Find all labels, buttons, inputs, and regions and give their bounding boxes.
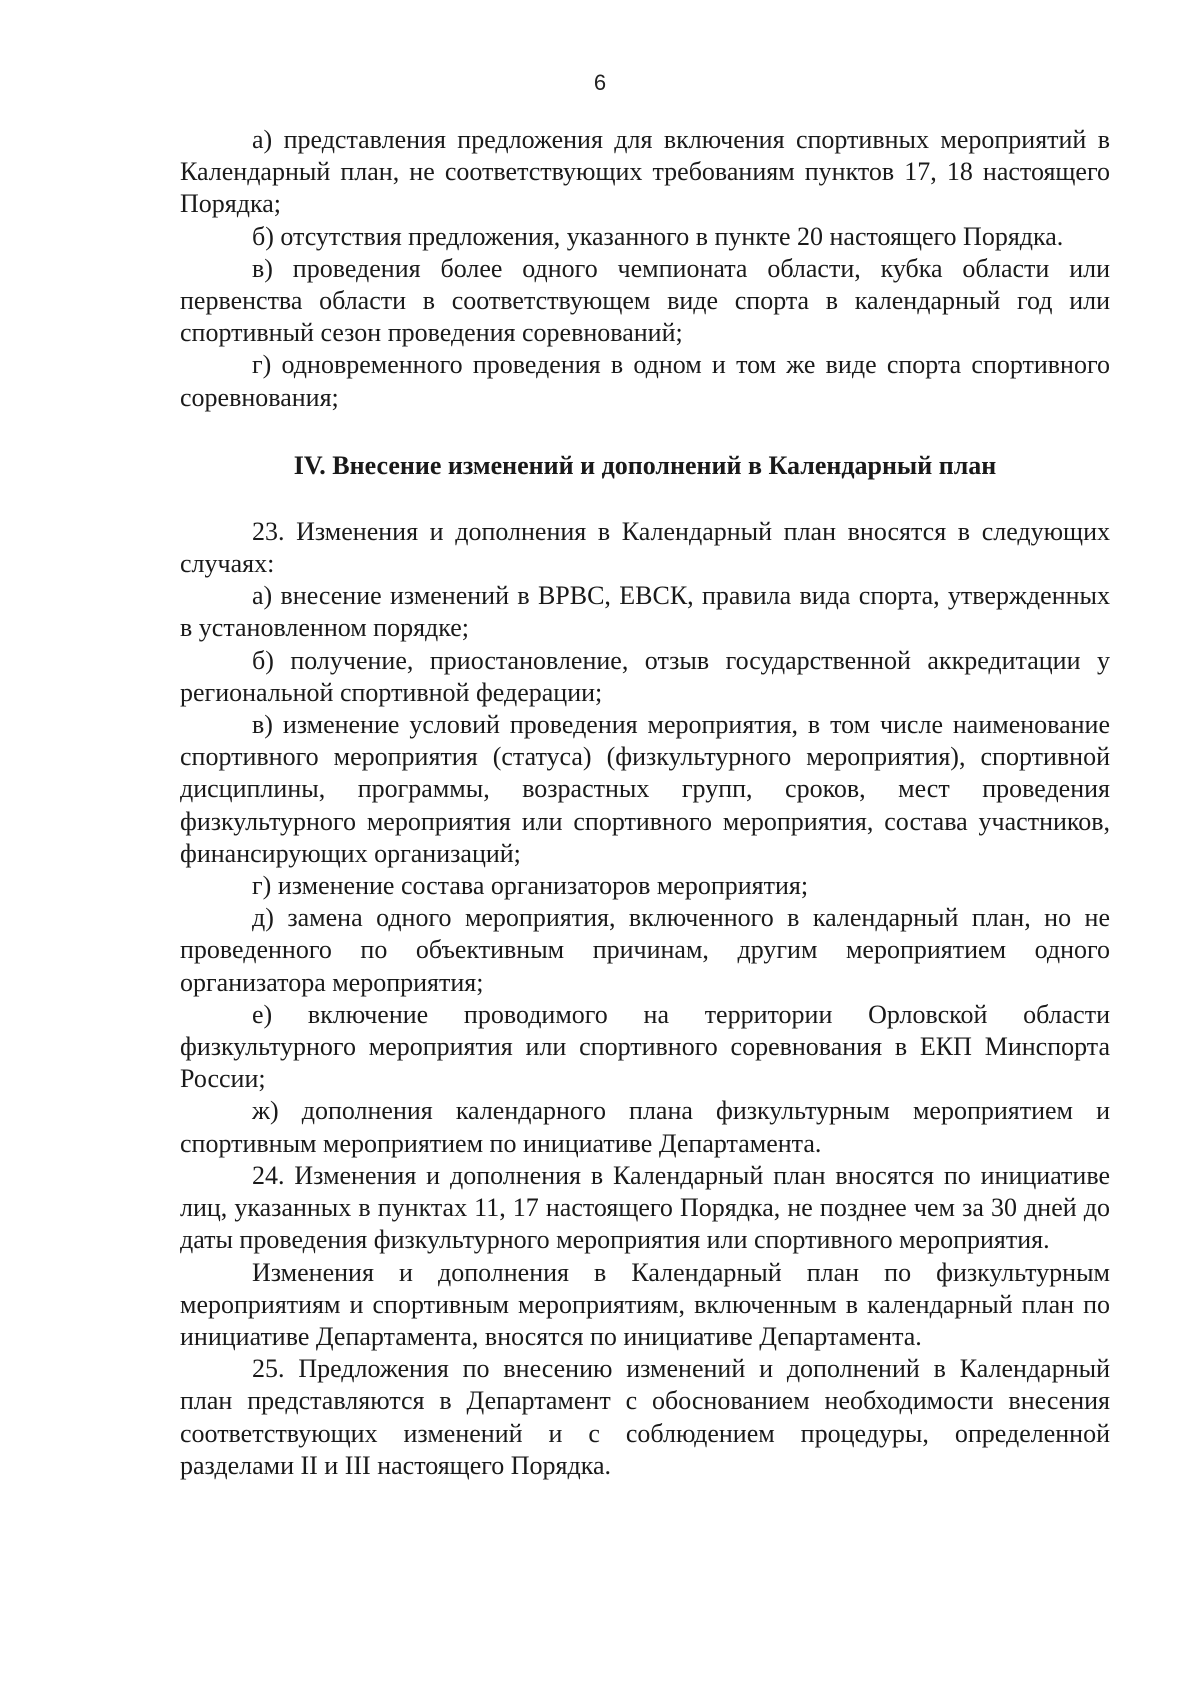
paragraph-23-g: г) изменение состава организаторов мероприятия; bbox=[252, 871, 809, 901]
document-body bbox=[180, 124, 1110, 1482]
paragraph-b-missing-proposal: б) отсутствия предложения, указанного в пункте 20 настоящего Порядка. bbox=[252, 221, 1064, 251]
page-number: 6 bbox=[593, 70, 607, 95]
paragraph-23-a: а) внесение изменений в ВРВС, ЕВСК, правила вида спорта, утвержденных в установленном порядке; bbox=[180, 581, 1110, 643]
paragraph-g-simultaneous-events: г) одновременного проведения в одном и том же виде спорта спортивного соревнования; bbox=[180, 350, 1110, 412]
section-heading: IV. Внесение изменений и дополнений в Календарный план bbox=[293, 450, 997, 480]
paragraph-23-b: б) получение, приостановление, отзыв государственной аккредитации у региональной спортивной федерации; bbox=[180, 645, 1110, 707]
paragraph-23: 23. Изменения и дополнения в Календарный план вносятся в следующих случаях: bbox=[180, 516, 1110, 579]
paragraph-23-zh: ж) дополнения календарного плана физкультурным мероприятием и спортивным мероприятием по инициативе Департамента. bbox=[180, 1096, 1110, 1158]
paragraph-23-e: е) включение проводимого на территории Орловской области физкультурного мероприятия или спортивного соревнования в ЕКП Минспорта России; bbox=[180, 999, 1110, 1094]
paragraph-23-d: д) замена одного мероприятия, включенного в календарный план, но не проведенного по объективным причинам, другим мероприятием одного организатора мероприятия; bbox=[180, 903, 1110, 997]
paragraph-a-representation: а) представления предложения для включения спортивных мероприятий в Календарный план, не соответствующих требованиям пунктов 17, 18 настоящего Порядка; bbox=[180, 125, 1110, 219]
paragraph-24: 24. Изменения и дополнения в Календарный план вносятся по инициативе лиц, указанных в пунктах 11, 17 настоящего Порядка, не позднее чем за 30 дней до даты проведения физкультурного мероприятия или спортивного мероприятия. bbox=[180, 1160, 1110, 1255]
paragraph-23-v: в) изменение условий проведения мероприятия, в том числе наименование спортивного мероприятия (статуса) (физкультурного мероприятия), спортивной дисциплины, программы, возрастных групп, сроков, мест проведения физкультурного мероприятия или спортивного мероприятия, состава участников, финансирующих организаций; bbox=[180, 710, 1110, 868]
paragraph-24-continued: Изменения и дополнения в Календарный план по физкультурным мероприятиям и спортивным мероприятиям, включенным в календарный план по инициативе Департамента, вносятся по инициативе Департамента. bbox=[180, 1257, 1110, 1351]
paragraph-v-multiple-championships: в) проведения более одного чемпионата области, кубка области или первенства области в соответствующем виде спорта в календарный год или спортивный сезон проведения соревнований; bbox=[180, 253, 1110, 348]
paragraph-25: 25. Предложения по внесению изменений и дополнений в Календарный план представляются в Департамент с обоснованием необходимости внесения соответствующих изменений и с соблюдением процедуры, определенной разделами II и III настоящего Порядка. bbox=[180, 1354, 1110, 1480]
